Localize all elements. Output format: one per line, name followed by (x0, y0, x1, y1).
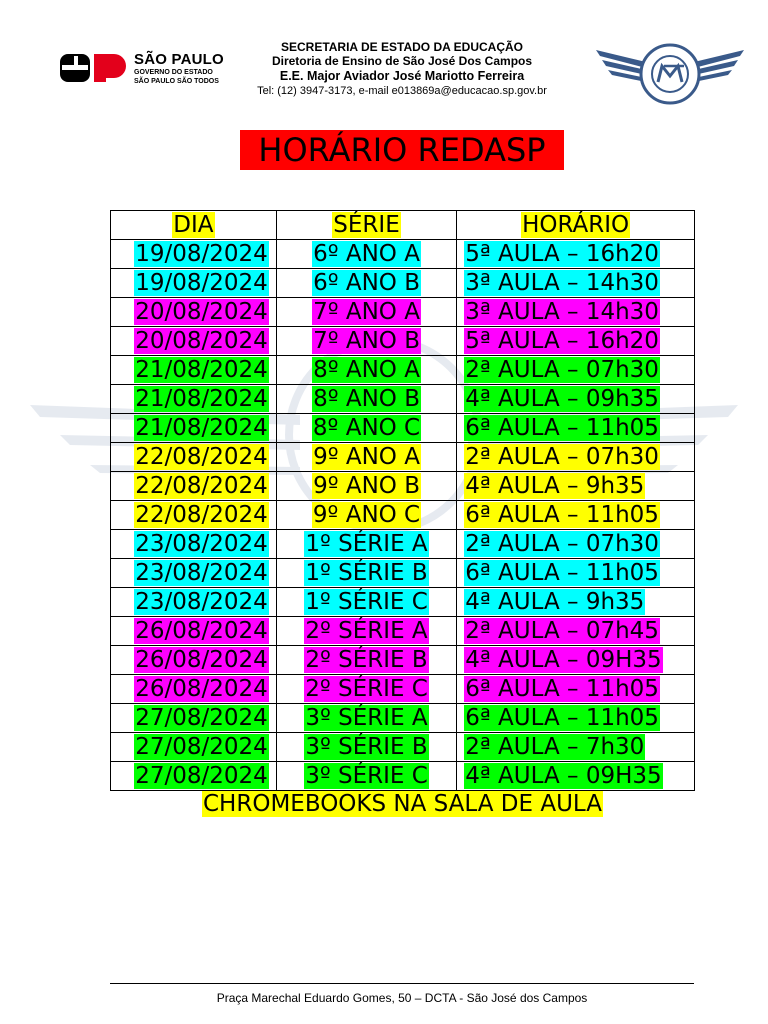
cell-serie (276, 675, 456, 704)
cell-serie (276, 385, 456, 414)
cell-serie (276, 559, 456, 588)
chromebooks-note-text: CHROMEBOOKS NA SALA DE AULA (203, 791, 602, 817)
contact-line: Tel: (12) 3947-3173, e-mail e013869a@educacao.sp.gov.br (257, 84, 547, 97)
school-name: E.E. Major Aviador José Mariotto Ferreira (279, 68, 525, 83)
cell-dia (111, 733, 277, 762)
cell-serie-text: 7º ANO A (313, 298, 420, 325)
cell-horario-text: 4ª AULA – 09H35 (465, 762, 662, 789)
table-row (111, 472, 695, 501)
cell-horario (457, 269, 695, 298)
cell-dia (111, 240, 277, 269)
cell-dia (111, 559, 277, 588)
schedule-body (111, 240, 695, 791)
cell-dia (111, 646, 277, 675)
cell-dia (111, 472, 277, 501)
table-row (111, 617, 695, 646)
cell-dia-text: 27/08/2024 (135, 733, 268, 760)
table-row (111, 443, 695, 472)
header-dia (111, 211, 277, 240)
cell-horario (457, 385, 695, 414)
footer-address: Praça Marechal Eduardo Gomes, 50 – DCTA - São José dos Campos (216, 991, 588, 1005)
cell-serie (276, 530, 456, 559)
page-title: HORÁRIO REDASP (240, 130, 564, 170)
table-row (111, 501, 695, 530)
cell-dia-text: 22/08/2024 (135, 501, 268, 528)
cell-serie-text: 8º ANO B (313, 385, 420, 412)
cell-horario (457, 501, 695, 530)
cell-serie-text: 1º SÉRIE A (305, 530, 428, 557)
diretoria-line: Diretoria de Ensino de São José Dos Campos (271, 53, 533, 68)
cell-serie-text: 7º ANO B (313, 327, 420, 354)
header-serie-label: SÉRIE (333, 211, 400, 238)
cell-serie (276, 588, 456, 617)
cell-serie (276, 704, 456, 733)
cell-horario-text: 6ª AULA – 11h05 (465, 559, 659, 586)
cell-dia (111, 356, 277, 385)
cell-serie-text: 1º SÉRIE C (305, 588, 428, 615)
table-row (111, 588, 695, 617)
cell-horario (457, 240, 695, 269)
cell-dia-text: 27/08/2024 (135, 762, 268, 789)
cell-horario (457, 530, 695, 559)
cell-horario-text: 4ª AULA – 9h35 (465, 472, 645, 499)
footer-divider (110, 983, 694, 984)
cell-horario (457, 733, 695, 762)
cell-serie-text: 2º SÉRIE C (305, 675, 428, 702)
table-row (111, 269, 695, 298)
cell-dia-text: 19/08/2024 (135, 240, 268, 267)
cell-serie (276, 414, 456, 443)
cell-horario-text: 2ª AULA – 07h30 (465, 530, 659, 557)
cell-horario (457, 414, 695, 443)
cell-horario-text: 2ª AULA – 07h45 (465, 617, 659, 644)
header-horario-label: HORÁRIO (522, 211, 630, 238)
header-dia-label: DIA (173, 211, 214, 238)
cell-dia-text: 21/08/2024 (135, 356, 268, 383)
cell-horario-text: 3ª AULA – 14h30 (465, 298, 659, 325)
cell-horario (457, 646, 695, 675)
cell-serie (276, 762, 456, 791)
cell-dia (111, 414, 277, 443)
cell-horario (457, 356, 695, 385)
cell-dia (111, 269, 277, 298)
cell-dia-text: 23/08/2024 (135, 530, 268, 557)
cell-horario-text: 5ª AULA – 16h20 (465, 240, 659, 267)
cell-horario-text: 6ª AULA – 11h05 (465, 704, 659, 731)
cell-dia (111, 530, 277, 559)
cell-dia (111, 443, 277, 472)
cell-horario (457, 327, 695, 356)
logo-line1: GOVERNO DO ESTADO (134, 69, 213, 76)
cell-horario-text: 4ª AULA – 09H35 (465, 646, 662, 673)
cell-horario (457, 298, 695, 327)
cell-dia (111, 588, 277, 617)
cell-serie-text: 2º SÉRIE B (305, 646, 428, 673)
table-row (111, 385, 695, 414)
letterhead (232, 41, 572, 98)
cell-serie (276, 472, 456, 501)
cell-dia-text: 19/08/2024 (135, 269, 268, 296)
cell-serie-text: 1º SÉRIE B (305, 559, 428, 586)
table-row (111, 298, 695, 327)
cell-serie (276, 733, 456, 762)
logo-title: SÃO PAULO (134, 51, 224, 68)
logo-line2: SÃO PAULO SÃO TODOS (134, 78, 219, 85)
cell-dia-text: 27/08/2024 (135, 704, 268, 731)
chromebooks-note (110, 790, 695, 818)
cell-horario-text: 6ª AULA – 11h05 (465, 501, 659, 528)
cell-serie (276, 327, 456, 356)
cell-horario-text: 3ª AULA – 14h30 (465, 269, 659, 296)
cell-serie (276, 240, 456, 269)
cell-horario-text: 2ª AULA – 07h30 (465, 356, 659, 383)
cell-horario-text: 6ª AULA – 11h05 (465, 675, 659, 702)
cell-dia (111, 617, 277, 646)
cell-horario (457, 588, 695, 617)
cell-dia-text: 20/08/2024 (135, 327, 268, 354)
cell-dia-text: 26/08/2024 (135, 675, 268, 702)
cell-horario (457, 472, 695, 501)
table-row (111, 414, 695, 443)
cell-dia-text: 21/08/2024 (135, 385, 268, 412)
table-row (111, 327, 695, 356)
schedule-table (110, 210, 695, 791)
cell-serie-text: 6º ANO B (313, 269, 420, 296)
cell-horario (457, 617, 695, 646)
cell-serie (276, 443, 456, 472)
cell-horario-text: 5ª AULA – 16h20 (465, 327, 659, 354)
cell-dia-text: 23/08/2024 (135, 588, 268, 615)
cell-dia-text: 21/08/2024 (135, 414, 268, 441)
cell-horario-text: 4ª AULA – 9h35 (465, 588, 645, 615)
table-row (111, 675, 695, 704)
cell-serie (276, 617, 456, 646)
school-emblem-icon (594, 42, 746, 106)
cell-dia (111, 501, 277, 530)
cell-dia (111, 704, 277, 733)
cell-serie-text: 9º ANO A (313, 443, 420, 470)
table-row (111, 704, 695, 733)
sao-paulo-logo (58, 50, 230, 88)
table-row (111, 530, 695, 559)
table-row (111, 762, 695, 791)
cell-dia (111, 298, 277, 327)
cell-serie (276, 298, 456, 327)
table-header-row (111, 211, 695, 240)
cell-dia-text: 26/08/2024 (135, 617, 268, 644)
cell-serie (276, 501, 456, 530)
cell-serie-text: 8º ANO C (312, 414, 421, 441)
table-row (111, 559, 695, 588)
table-row (111, 733, 695, 762)
cell-serie (276, 646, 456, 675)
header-serie (276, 211, 456, 240)
sp-logo-icon (58, 52, 128, 84)
cell-horario (457, 443, 695, 472)
cell-dia (111, 327, 277, 356)
cell-horario-text: 4ª AULA – 09h35 (465, 385, 659, 412)
cell-horario-text: 6ª AULA – 11h05 (465, 414, 659, 441)
cell-horario (457, 762, 695, 791)
cell-dia-text: 22/08/2024 (135, 472, 268, 499)
cell-serie-text: 3º SÉRIE C (305, 762, 428, 789)
cell-horario (457, 559, 695, 588)
cell-dia-text: 22/08/2024 (135, 443, 268, 470)
secretaria-line: SECRETARIA DE ESTADO DA EDUCAÇÃO (280, 40, 523, 54)
table-row (111, 240, 695, 269)
cell-serie-text: 8º ANO A (313, 356, 420, 383)
cell-serie-text: 2º SÉRIE A (305, 617, 428, 644)
cell-serie-text: 9º ANO B (313, 472, 420, 499)
table-row (111, 646, 695, 675)
cell-serie-text: 3º SÉRIE A (305, 704, 428, 731)
cell-horario (457, 675, 695, 704)
cell-dia-text: 20/08/2024 (135, 298, 268, 325)
cell-dia-text: 26/08/2024 (135, 646, 268, 673)
cell-horario-text: 2ª AULA – 07h30 (465, 443, 659, 470)
cell-serie-text: 9º ANO C (312, 501, 421, 528)
cell-horario-text: 2ª AULA – 7h30 (465, 733, 645, 760)
cell-serie (276, 269, 456, 298)
table-row (111, 356, 695, 385)
cell-dia (111, 675, 277, 704)
cell-serie-text: 6º ANO A (313, 240, 420, 267)
cell-dia-text: 23/08/2024 (135, 559, 268, 586)
cell-serie (276, 356, 456, 385)
cell-dia (111, 385, 277, 414)
header-horario (457, 211, 695, 240)
cell-dia (111, 762, 277, 791)
cell-serie-text: 3º SÉRIE B (305, 733, 428, 760)
cell-horario (457, 704, 695, 733)
